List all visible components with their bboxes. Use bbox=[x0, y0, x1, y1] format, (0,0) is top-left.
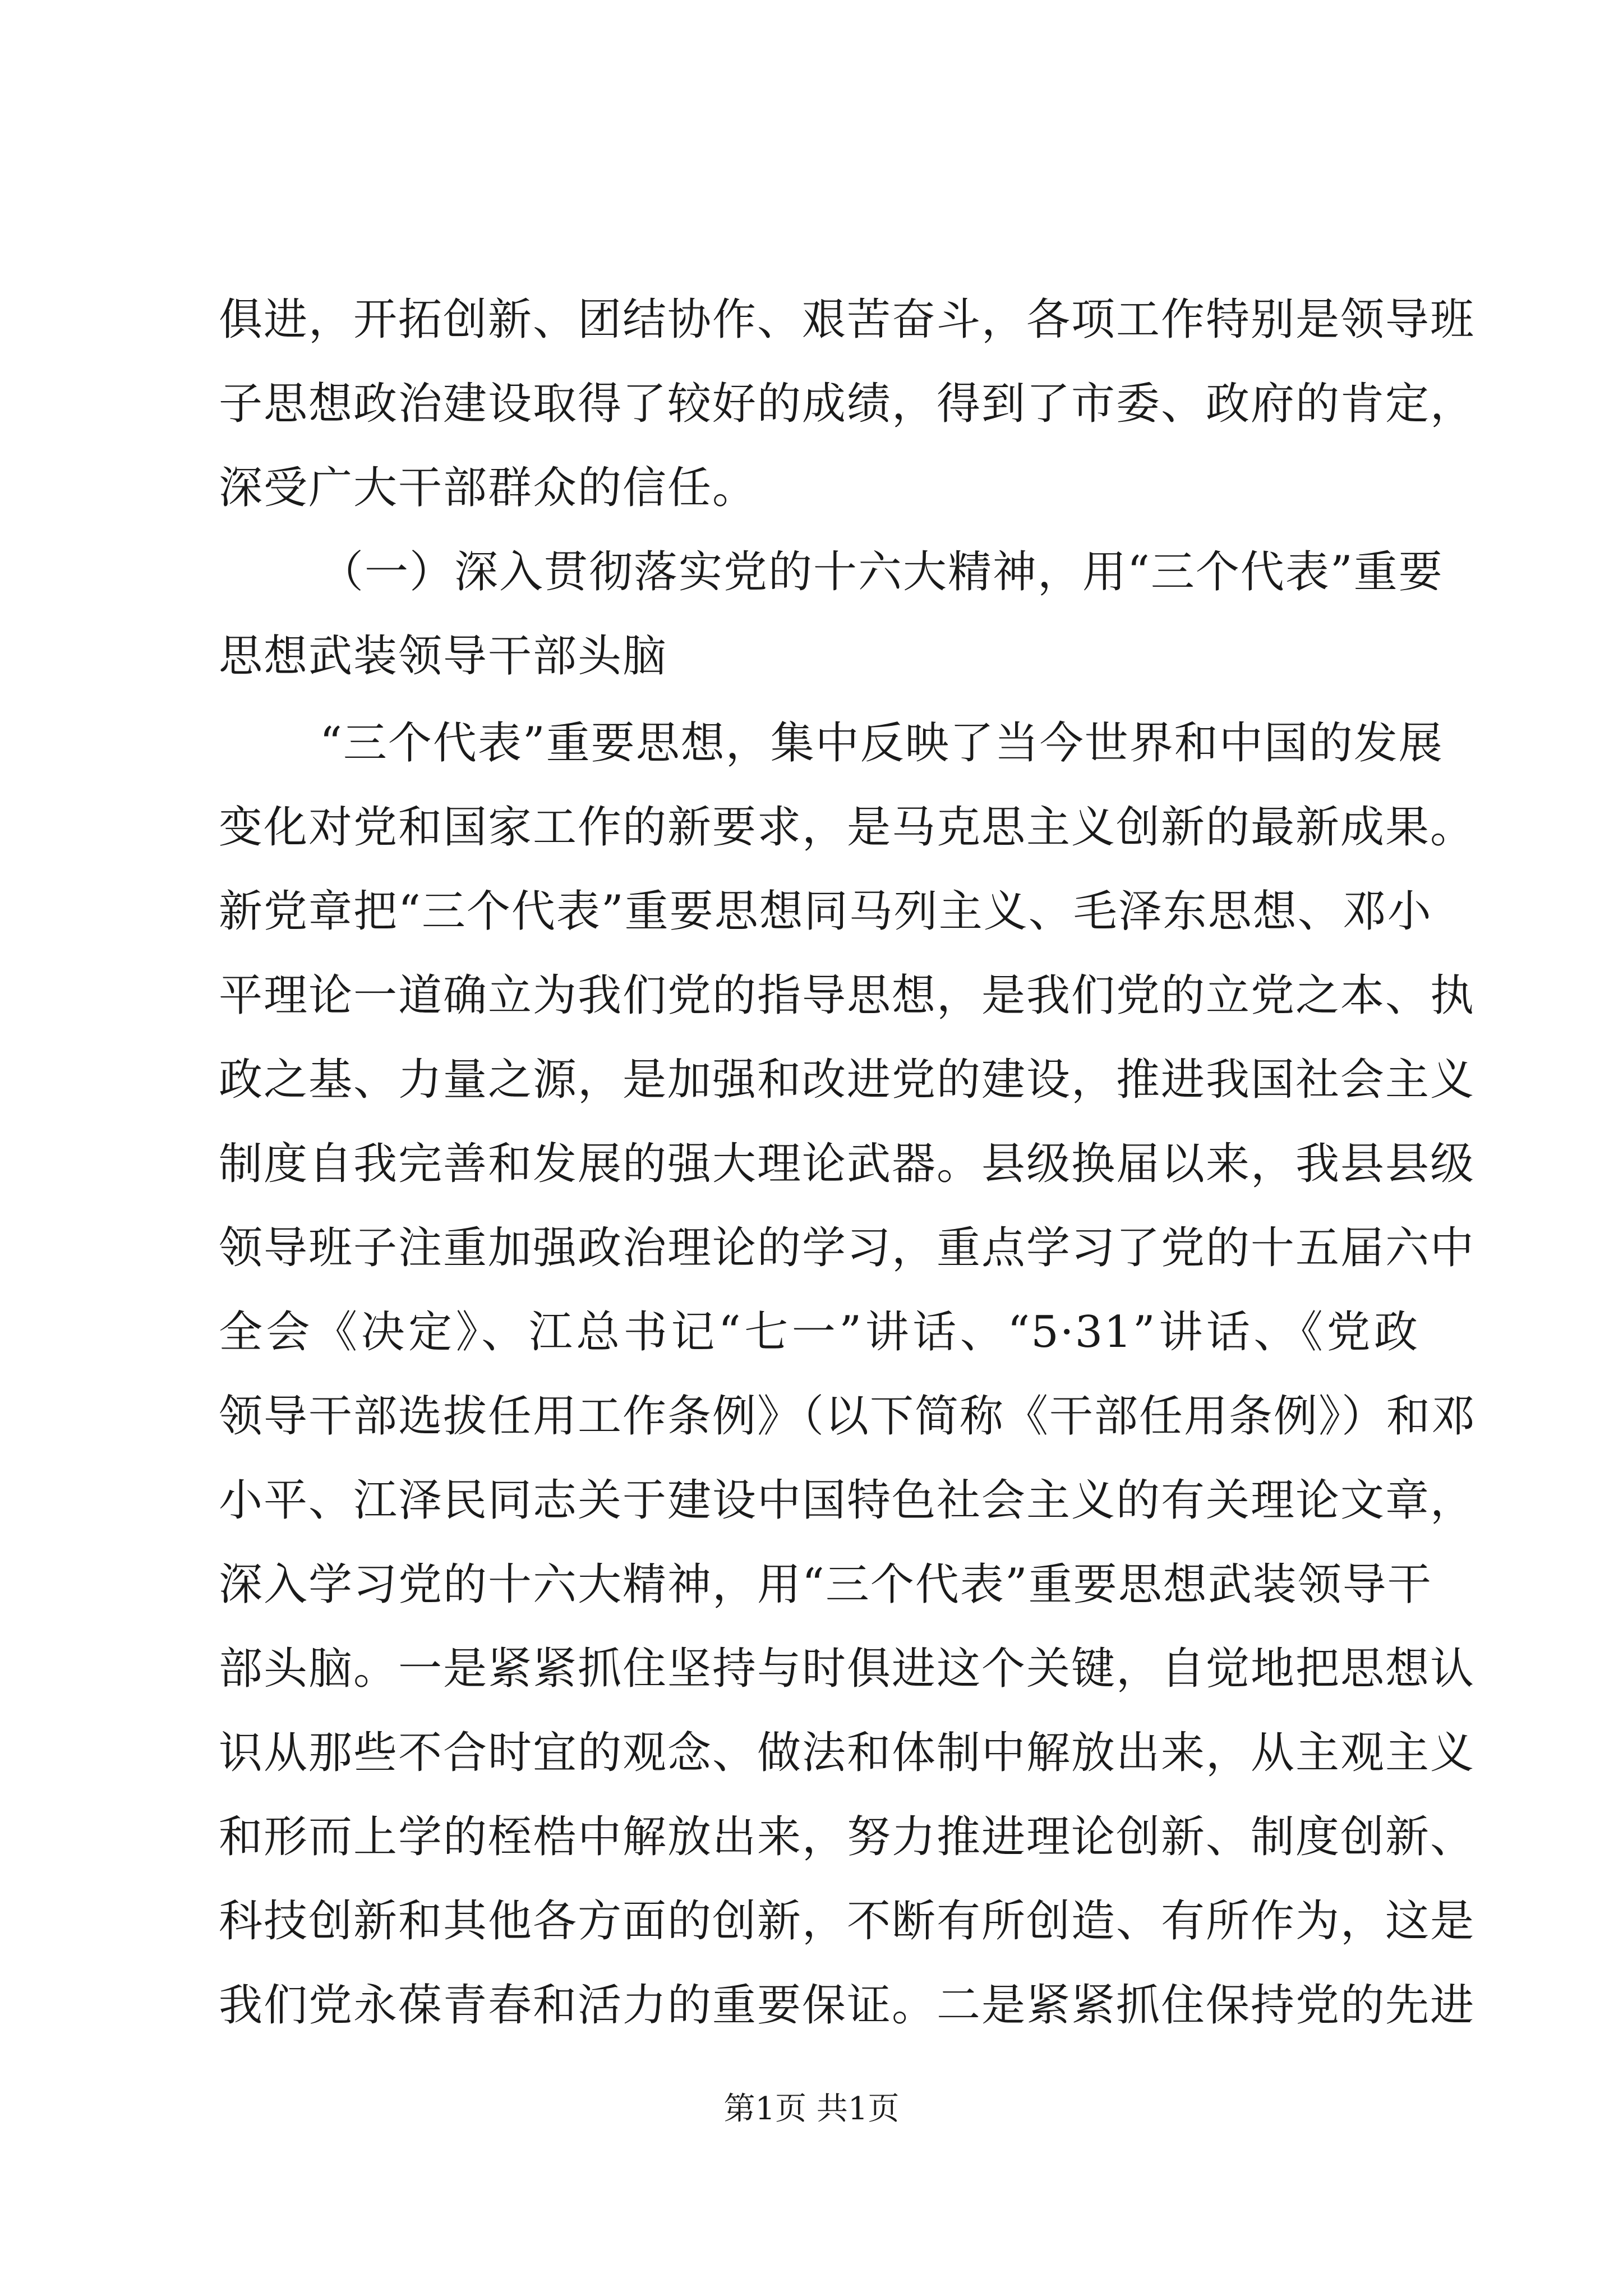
body-text-line: 我们党永葆青春和活力的重要保证。二是紧紧抓住保持党的先进 bbox=[219, 1980, 1476, 2031]
body-text-line: 制度自我完善和发展的强大理论武器。县级换届以来，我县县级 bbox=[219, 1139, 1476, 1189]
body-text-line: 政之基、力量之源，是加强和改进党的建设，推进我国社会主义 bbox=[219, 1055, 1476, 1105]
section-heading-line: （一）深入贯彻落实党的十六大精神，用“三个代表”重要 bbox=[320, 547, 1444, 597]
body-text-line: 深受广大干部群众的信任。 bbox=[219, 463, 758, 513]
body-text-line: 领导班子注重加强政治理论的学习，重点学习了党的十五届六中 bbox=[219, 1223, 1476, 1273]
body-text-line: 深入学习党的十六大精神，用“三个代表”重要思想武装领导干 bbox=[219, 1559, 1432, 1610]
body-text-line: 新党章把“三个代表”重要思想同马列主义、毛泽东思想、邓小 bbox=[219, 886, 1432, 937]
body-text-line: 子思想政治建设取得了较好的成绩，得到了市委、政府的肯定， bbox=[219, 379, 1476, 429]
body-text-line: 识从那些不合时宜的观念、做法和体制中解放出来，从主观主义 bbox=[219, 1728, 1476, 1778]
section-heading-line: 思想武装领导干部头脑 bbox=[219, 631, 668, 682]
body-text-line: 和形而上学的桎梏中解放出来，努力推进理论创新、制度创新、 bbox=[219, 1812, 1476, 1862]
body-text-line: 变化对党和国家工作的新要求，是马克思主义创新的最新成果。 bbox=[219, 802, 1476, 853]
body-text-line: 领导干部选拔任用工作条例》（以下简称《干部任用条例》）和邓 bbox=[219, 1391, 1477, 1442]
body-text-line: “三个代表”重要思想，集中反映了当今世界和中国的发展 bbox=[320, 718, 1444, 769]
page-footer: 第1页 共1页 bbox=[723, 2091, 900, 2127]
body-text-line: 部头脑。一是紧紧抓住坚持与时俱进这个关键，自觉地把思想认 bbox=[219, 1644, 1476, 1694]
body-text-line: 平理论一道确立为我们党的指导思想，是我们党的立党之本、执 bbox=[219, 970, 1476, 1021]
body-text-line: 小平、江泽民同志关于建设中国特色社会主义的有关理论文章， bbox=[219, 1475, 1476, 1526]
body-text-line: 全会《决定》、江总书记“七一”讲话、“5·31”讲话、《党政 bbox=[219, 1307, 1419, 1358]
body-text-line: 科技创新和其他各方面的创新，不断有所创造、有所作为，这是 bbox=[219, 1896, 1476, 1947]
body-text-line: 俱进，开拓创新、团结协作、艰苦奋斗，各项工作特别是领导班 bbox=[219, 295, 1476, 345]
